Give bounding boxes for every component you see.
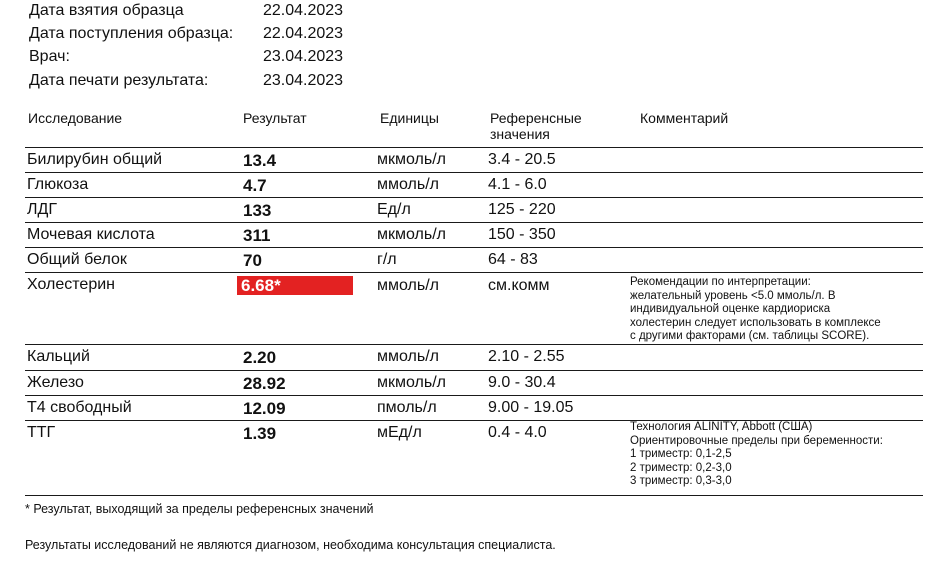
test-reference: 9.0 - 30.4 [488,374,556,391]
test-name: Общий белок [27,251,127,268]
row-divider [25,172,923,173]
comment-line: 2 триместр: 0,2-3,0 [630,461,732,474]
test-name: ТТГ [27,424,56,441]
comment-line: Технология ALINITY, Abbott (США) [630,421,813,433]
row-divider [25,344,923,345]
test-units: ммоль/л [377,176,439,193]
print-date-label: Дата печати результата: [29,72,209,89]
received-date-label: Дата поступления образца: [29,25,234,42]
comment-line: 1 триместр: 0,1-2,5 [630,448,732,460]
test-units: мкмоль/л [377,374,446,391]
test-name: Глюкоза [27,176,89,193]
header-test: Исследование [28,110,123,126]
test-units: ммоль/л [377,348,439,365]
comment-line: Ориентировочные пределы при беременности: [630,434,883,447]
test-name: Железо [27,374,84,391]
test-reference: см.комм [488,277,550,294]
sample-date-value: 22.04.2023 [263,2,344,19]
test-units: мЕд/л [377,424,422,441]
comment-line: индивидуальной оценке кардиориска [630,303,831,315]
test-result: 28.92 [243,374,286,393]
row-divider [25,222,923,223]
table-bottom-line [25,495,923,496]
sample-date-label: Дата взятия образца [29,2,184,19]
cholesterol-comment [630,276,881,344]
print-date-value: 23.04.2023 [263,72,344,89]
asterisk-footnote: * Результат, выходящий за пределы референсных значений [25,502,374,516]
test-result: 4.7 [243,176,267,195]
test-result: 311 [243,226,271,245]
test-reference: 125 - 220 [488,201,556,218]
test-units: мкмоль/л [377,151,446,168]
test-name: Билирубин общий [27,151,163,168]
test-result: 2.20 [243,348,277,367]
row-divider [25,370,923,371]
row-divider [25,147,923,148]
comment-line: с другими факторами (см. таблицы SCORE). [630,330,870,342]
test-units: г/л [377,251,397,268]
test-reference: 150 - 350 [488,226,556,243]
test-units: мкмоль/л [377,226,446,243]
test-result: 70 [243,251,262,270]
comment-line: желательный уровень <5.0 ммоль/л. В [630,289,836,302]
test-result: 13.4 [243,151,277,170]
test-result-flagged: 6.68* [237,276,353,295]
test-reference: 64 - 83 [488,251,538,268]
test-name: Кальций [27,348,90,365]
header-result: Результат [243,110,307,126]
received-date-value: 22.04.2023 [263,25,344,42]
test-name: ЛДГ [27,201,57,218]
row-divider [25,395,923,396]
test-result: 1.39 [243,424,277,443]
disclaimer-footnote: Результаты исследований не являются диагнозом, необходима консультация специалиста. [25,538,556,552]
header-reference-line2: значения [490,126,550,142]
doctor-value: 23.04.2023 [263,48,344,65]
test-name: Т4 свободный [27,399,132,416]
test-units: ммоль/л [377,277,439,294]
comment-line: 3 триместр: 0,3-3,0 [630,475,732,487]
row-divider [25,197,923,198]
header-units: Единицы [380,110,439,126]
test-result: 12.09 [243,399,286,418]
header-reference-line1: Референсные [490,110,582,126]
test-result: 133 [243,201,272,220]
test-reference: 9.00 - 19.05 [488,399,574,416]
test-name: Холестерин [27,276,115,293]
test-units: пмоль/л [377,399,437,416]
header-comment: Комментарий [640,110,729,126]
test-reference: 0.4 - 4.0 [488,424,547,441]
test-name: Мочевая кислота [27,226,155,243]
row-divider [25,247,923,248]
test-reference: 3.4 - 20.5 [488,151,556,168]
comment-line: Рекомендации по интерпретации: [630,276,811,288]
tsh-comment [630,421,883,489]
test-reference: 4.1 - 6.0 [488,176,547,193]
comment-line: холестерин следует использовать в комплексе [630,316,881,329]
row-divider [25,272,923,273]
test-units: Ед/л [377,201,411,218]
header-reference [490,110,582,142]
doctor-label: Врач: [29,48,70,65]
test-reference: 2.10 - 2.55 [488,348,565,365]
